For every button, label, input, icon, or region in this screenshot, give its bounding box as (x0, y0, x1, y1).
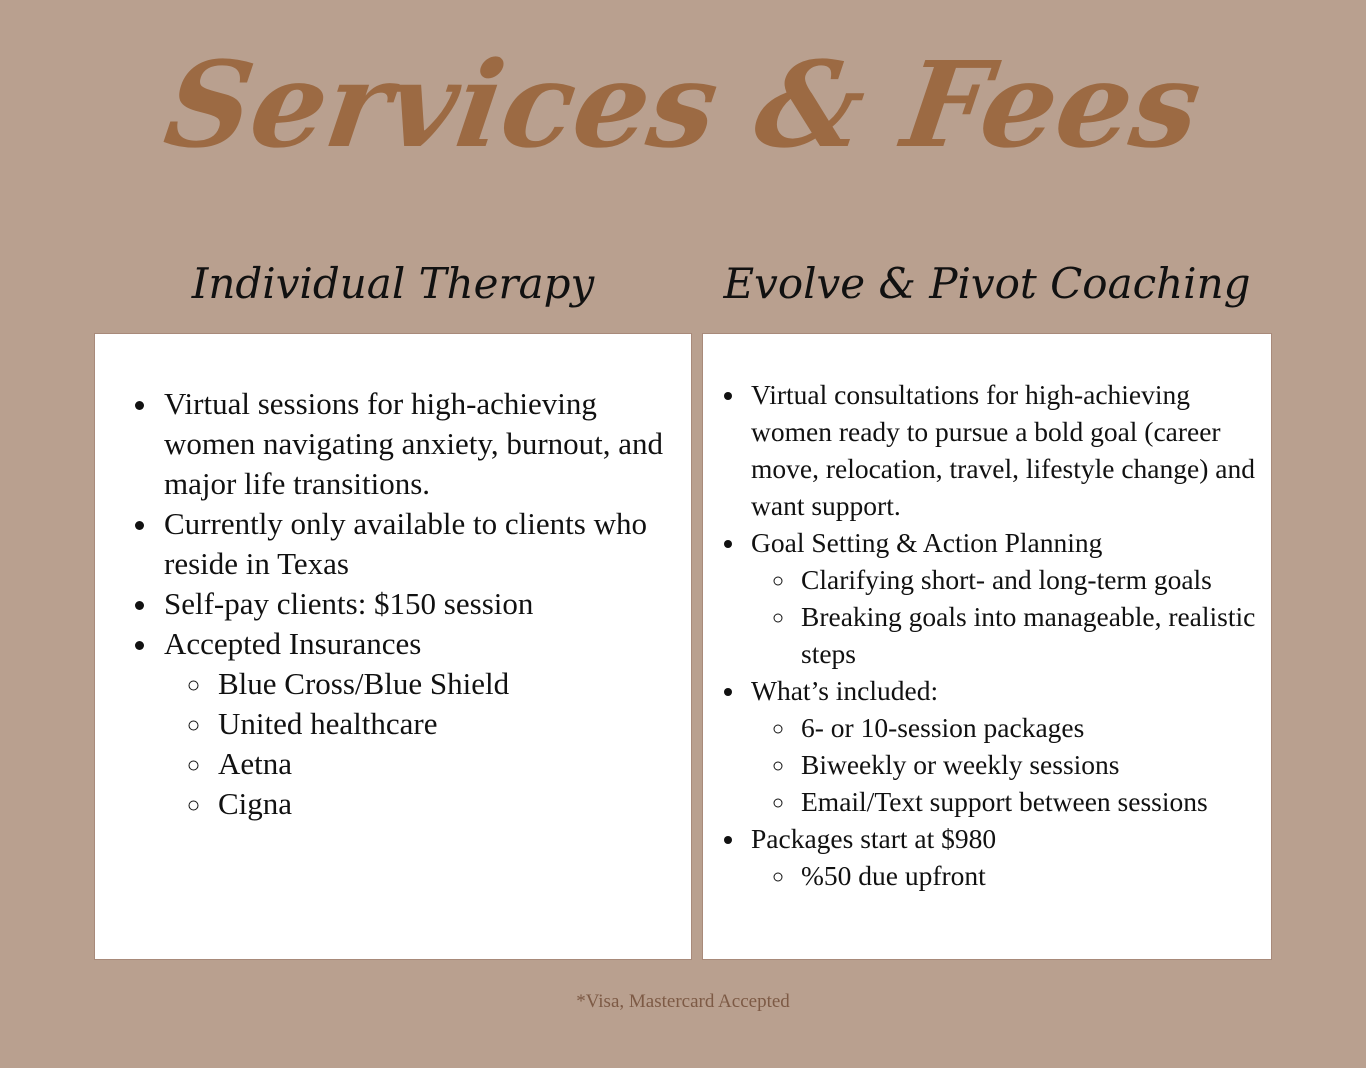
sub-list-item-text: Aetna (218, 746, 293, 781)
list-item (160, 624, 670, 824)
packages-list (751, 857, 1259, 894)
sub-list-item (797, 561, 1259, 598)
sub-list-item-text: Breaking goals into manageable, realistic steps (801, 601, 1256, 669)
sub-list-item-text: Biweekly or weekly sessions (801, 749, 1120, 780)
list-item (160, 384, 670, 504)
sub-list-item (214, 744, 670, 784)
coaching-list (747, 376, 1259, 894)
list-item-text: Self-pay clients: $150 session (164, 586, 534, 621)
sub-list-item-text: Email/Text support between sessions (801, 786, 1208, 817)
whats-included-list (751, 709, 1259, 820)
sub-list-item (797, 746, 1259, 783)
list-item (160, 504, 670, 584)
sub-list-item (797, 783, 1259, 820)
list-item (747, 376, 1259, 524)
heading-evolve-pivot-coaching: Evolve & Pivot Coaching (723, 259, 1251, 308)
sub-list-item (797, 857, 1259, 894)
list-item-text: Virtual consultations for high-achieving women ready to pursue a bold goal (career move, relocation, travel, lifestyle change) and want support. (751, 379, 1255, 521)
goal-setting-list (751, 561, 1259, 672)
page-title: Services & Fees (157, 35, 1209, 174)
sub-list-item-text: %50 due upfront (801, 860, 986, 891)
heading-individual-therapy: Individual Therapy (191, 259, 595, 308)
sub-list-item (797, 598, 1259, 672)
list-item-text: Virtual sessions for high-achieving women navigating anxiety, burnout, and major life transitions. (164, 386, 664, 501)
sub-list-item-text: Clarifying short- and long-term goals (801, 564, 1212, 595)
insurance-list (164, 664, 670, 824)
list-item-text: What’s included: (751, 675, 939, 706)
sub-list-item (797, 709, 1259, 746)
payment-footnote: *Visa, Mastercard Accepted (576, 991, 790, 1012)
list-item-text: Packages start at $980 (751, 823, 997, 854)
list-item-text: Goal Setting & Action Planning (751, 527, 1103, 558)
list-item-text: Accepted Insurances (164, 626, 422, 661)
list-item (160, 584, 670, 624)
sub-list-item (214, 784, 670, 824)
sub-list-item-text: Cigna (218, 786, 293, 821)
sub-list-item-text: Blue Cross/Blue Shield (218, 666, 510, 701)
individual-therapy-list (160, 384, 670, 824)
coaching-card (702, 333, 1272, 960)
sub-list-item (214, 664, 670, 704)
sub-list-item-text: 6- or 10-session packages (801, 712, 1085, 743)
list-item (747, 672, 1259, 820)
sub-list-item (214, 704, 670, 744)
list-item-text: Currently only available to clients who reside in Texas (164, 506, 647, 581)
individual-therapy-card (94, 333, 692, 960)
list-item (747, 820, 1259, 894)
list-item (747, 524, 1259, 672)
sub-list-item-text: United healthcare (218, 706, 438, 741)
